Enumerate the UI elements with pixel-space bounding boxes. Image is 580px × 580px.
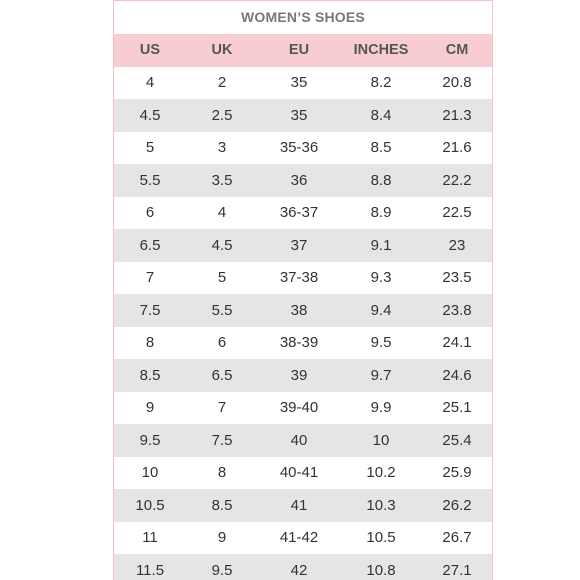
cell-inches: 8.2 — [370, 74, 392, 92]
cell-cm: 24.1 — [442, 334, 472, 352]
table-row — [114, 392, 492, 425]
table-row — [114, 132, 492, 165]
cell-us: 10 — [141, 464, 159, 482]
cell-cm: 21.3 — [442, 106, 472, 124]
table-header-row — [114, 34, 492, 67]
cell-us: 9.5 — [139, 431, 161, 449]
cell-us: 8 — [145, 334, 155, 352]
cell-us: 10.5 — [135, 496, 165, 514]
cell-us: 5 — [145, 139, 155, 157]
cell-inches: 10.2 — [366, 464, 396, 482]
cell-inches: 10.3 — [366, 496, 396, 514]
cell-inches: 9.1 — [370, 236, 392, 254]
cell-cm: 23.5 — [442, 269, 472, 287]
table-row — [114, 327, 492, 360]
cell-us: 8.5 — [139, 366, 161, 384]
cell-uk: 6.5 — [211, 366, 233, 384]
cell-eu: 41-42 — [279, 529, 319, 547]
cell-inches: 8.8 — [370, 171, 392, 189]
cell-uk: 3.5 — [211, 171, 233, 189]
cell-uk: 4 — [217, 204, 227, 222]
cell-eu: 39-40 — [279, 399, 319, 417]
table-row — [114, 424, 492, 457]
cell-cm: 27.1 — [442, 561, 472, 579]
cell-us: 4 — [145, 74, 155, 92]
cell-inches: 8.5 — [370, 139, 392, 157]
table-row — [114, 197, 492, 230]
table-row — [114, 522, 492, 555]
cell-eu: 35 — [290, 106, 308, 124]
cell-eu: 40-41 — [279, 464, 319, 482]
cell-us: 6.5 — [139, 236, 161, 254]
cell-cm: 25.4 — [442, 431, 472, 449]
cell-cm: 24.6 — [442, 366, 472, 384]
header-cm: CM — [445, 42, 469, 59]
cell-eu: 36 — [290, 171, 308, 189]
cell-uk: 7 — [217, 399, 227, 417]
cell-inches: 9.5 — [370, 334, 392, 352]
table-row — [114, 554, 492, 580]
cell-inches: 10 — [372, 431, 390, 449]
cell-uk: 4.5 — [211, 236, 233, 254]
cell-inches: 9.7 — [370, 366, 392, 384]
table-row — [114, 294, 492, 327]
cell-us: 5.5 — [139, 171, 161, 189]
table-row — [114, 262, 492, 295]
cell-inches: 10.5 — [366, 529, 396, 547]
cell-uk: 3 — [217, 139, 227, 157]
cell-us: 11 — [142, 529, 158, 547]
cell-us: 11.5 — [135, 561, 165, 579]
header-eu: EU — [288, 42, 310, 59]
cell-eu: 37-38 — [279, 269, 319, 287]
cell-eu: 38-39 — [279, 334, 319, 352]
cell-cm: 22.5 — [442, 204, 472, 222]
cell-inches: 9.4 — [370, 301, 392, 319]
cell-uk: 5.5 — [211, 301, 233, 319]
table-row — [114, 457, 492, 490]
chart-title: WOMEN’S SHOES — [241, 9, 365, 25]
cell-eu: 42 — [290, 561, 308, 579]
cell-inches: 8.9 — [370, 204, 392, 222]
header-inches: INCHES — [353, 42, 409, 59]
cell-uk: 7.5 — [211, 431, 233, 449]
size-chart — [113, 0, 493, 580]
table-row — [114, 99, 492, 132]
cell-cm: 26.7 — [442, 529, 472, 547]
cell-eu: 36-37 — [279, 204, 319, 222]
cell-us: 7.5 — [139, 301, 161, 319]
cell-cm: 26.2 — [442, 496, 472, 514]
cell-uk: 8 — [217, 464, 227, 482]
cell-cm: 25.9 — [442, 464, 472, 482]
cell-uk: 8.5 — [211, 496, 233, 514]
cell-inches: 10.8 — [366, 561, 396, 579]
table-row — [114, 229, 492, 262]
cell-cm: 23.8 — [442, 301, 472, 319]
cell-inches: 9.3 — [370, 269, 392, 287]
cell-inches: 9.9 — [370, 399, 392, 417]
cell-uk: 2 — [217, 74, 227, 92]
cell-cm: 22.2 — [442, 171, 472, 189]
table-row — [114, 489, 492, 522]
header-uk: UK — [211, 42, 233, 59]
cell-eu: 40 — [290, 431, 308, 449]
cell-cm: 20.8 — [442, 74, 472, 92]
cell-eu: 38 — [290, 301, 308, 319]
cell-cm: 23 — [448, 236, 466, 254]
table-row — [114, 359, 492, 392]
cell-uk: 9.5 — [211, 561, 233, 579]
cell-eu: 35 — [290, 74, 308, 92]
cell-uk: 2.5 — [211, 106, 233, 124]
cell-uk: 6 — [217, 334, 227, 352]
cell-us: 4.5 — [139, 106, 161, 124]
header-us: US — [139, 42, 161, 59]
table-row — [114, 164, 492, 197]
cell-cm: 21.6 — [442, 139, 472, 157]
cell-eu: 35-36 — [279, 139, 319, 157]
cell-cm: 25.1 — [442, 399, 472, 417]
cell-us: 9 — [145, 399, 155, 417]
cell-us: 7 — [145, 269, 155, 287]
cell-inches: 8.4 — [370, 106, 392, 124]
cell-eu: 41 — [290, 496, 308, 514]
cell-eu: 39 — [290, 366, 308, 384]
cell-uk: 5 — [217, 269, 227, 287]
cell-uk: 9 — [217, 529, 227, 547]
cell-us: 6 — [145, 204, 155, 222]
table-row — [114, 67, 492, 100]
cell-eu: 37 — [290, 236, 308, 254]
